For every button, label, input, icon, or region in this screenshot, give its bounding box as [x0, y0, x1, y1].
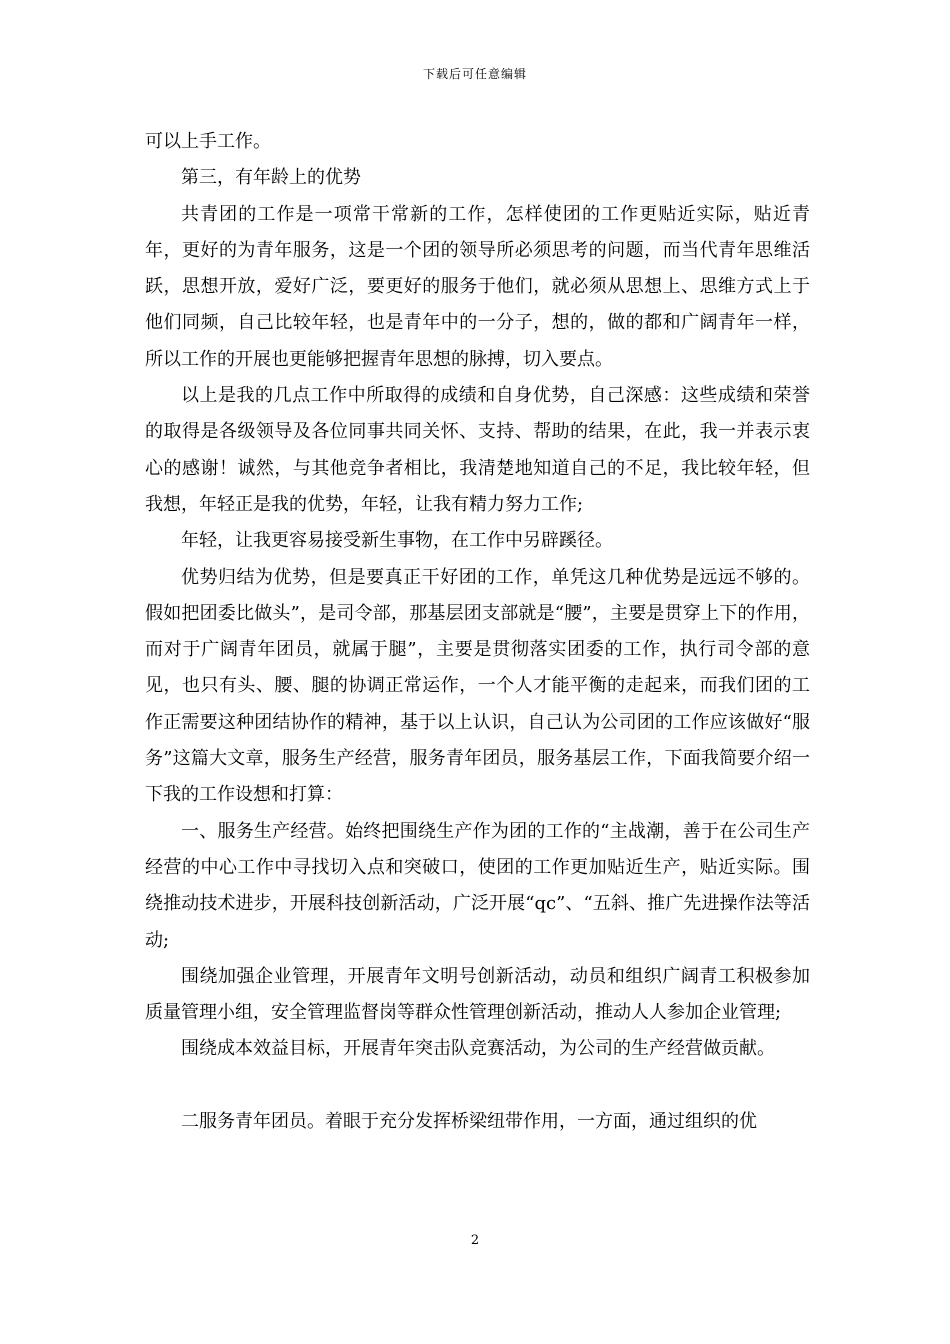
- paragraph-3: 共青团的工作是一项常干常新的工作，怎样使团的工作更贴近实际，贴近青年，更好的为青年服务，这是一个团的领导所必须思考的问题，而当代青年思维活跃，思想开放，爱好广泛，要更好的服务于他们，就必须从思想上、思维方式上于他们同频，自己比较年轻，也是青年中的一分子，想的，做的都和广阔青年一样，所以工作的开展也更能够把握青年思想的脉搏，切入要点。: [145, 203, 810, 370]
- paragraph-9: 围绕成本效益目标，开展青年突击队竞赛活动，为公司的生产经营做贡献。: [181, 1038, 775, 1060]
- document-body: [145, 124, 810, 1140]
- page-header-note: 下载后可任意编辑: [422, 67, 527, 81]
- page-number: 2: [470, 1233, 480, 1248]
- paragraph-5: 年轻，让我更容易接受新生事物，在工作中另辟蹊径。: [181, 530, 613, 552]
- paragraph-4: 以上是我的几点工作中所取得的成绩和自身优势，自己深感：这些成绩和荣誉的取得是各级领导及各位同事共同关怀、支持、帮助的结果，在此，我一并表示衷心的感谢！诚然，与其他竞争者相比，我清楚地知道自己的不足，我比较年轻，但我想，年轻正是我的优势，年轻，让我有精力努力工作;: [145, 385, 810, 515]
- paragraph-1: 可以上手工作。: [145, 131, 271, 152]
- paragraph-8: 围绕加强企业管理，开展青年文明号创新活动，动员和组织广阔青工积极参加质量管理小组，安全管理监督岗等群众性管理创新活动，推动人人参加企业管理;: [145, 965, 810, 1024]
- paragraph-2: 第三，有年龄上的优势: [181, 167, 361, 189]
- paragraph-6: 优势归结为优势，但是要真正干好团的工作，单凭这几种优势是远远不够的。假如把团委比做头”，是司令部，那基层团支部就是“腰”，主要是贯穿上下的作用，而对于广阔青年团员，就属于腿”，主要是贯彻落实团委的工作，执行司令部的意见，也只有头、腰、腿的协调正常运作，一个人才能平衡的走起来，而我们团的工作正需要这种团结协作的精神，基于以上认识，自己认为公司团的工作应该做好“服务”这篇大文章，服务生产经营，服务青年团员，服务基层工作，下面我简要介绍一下我的工作设想和打算：: [145, 566, 810, 806]
- paragraph-10: 二服务青年团员。着眼于充分发挥桥梁纽带作用，一方面，通过组织的优: [181, 1110, 757, 1132]
- paragraph-7: 一、服务生产经营。始终把围绕生产作为团的工作的“主战潮，善于在公司生产经营的中心工作中寻找切入点和突破口，使团的工作更加贴近生产，贴近实际。围绕推动技术进步，开展科技创新活动，广泛开展“qc”、“五斜、推广先进操作法等活动;: [145, 820, 810, 951]
